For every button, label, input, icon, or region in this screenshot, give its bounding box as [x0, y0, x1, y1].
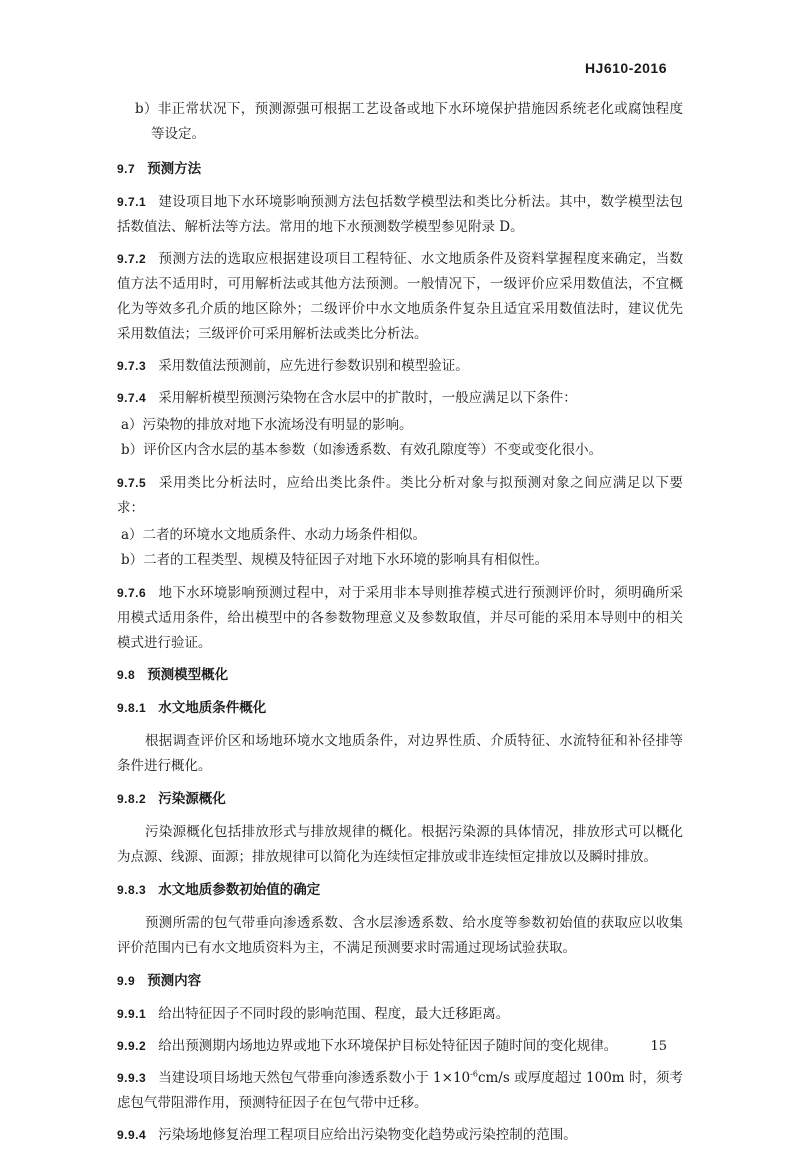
- clause-number: 9.7.3: [117, 359, 147, 373]
- section-number: 9.9: [117, 974, 136, 988]
- clause-number: 9.7.6: [117, 586, 147, 600]
- clause-number: 9.9.1: [117, 1007, 147, 1021]
- list-item-a: a）二者的环境水文地质条件、水动力场条件相似。: [121, 527, 427, 543]
- clause-number: 9.9.2: [117, 1039, 147, 1053]
- subsection-text: 预测所需的包气带垂向渗透系数、含水层渗透系数、给水度等参数初始值的获取应以收集评价范围内已有水文地质资料为主，不满足预测要求时需通过现场试验获取。: [117, 915, 683, 956]
- clause-number: 9.8.1: [117, 701, 147, 715]
- condition-list: [117, 413, 683, 463]
- section-heading-9-8: [117, 663, 683, 688]
- clause-number: 9.7.2: [117, 252, 147, 266]
- section-title: 预测内容: [147, 973, 202, 989]
- clause-9-7-5: [117, 471, 683, 521]
- section-title: 预测模型概化: [147, 667, 229, 683]
- clause-text: 采用数值法预测前，应先进行参数识别和模型验证。: [158, 358, 469, 374]
- subsection-heading-9-8-1: [117, 696, 683, 721]
- section-number: 9.8: [117, 668, 136, 682]
- subsection-title: 污染源概化: [158, 791, 226, 807]
- clause-text: 建设项目地下水环境影响预测方法包括数学模型法和类比分析法。其中，数学模型法包括数值法、解析法等方法。常用的地下水预测数学模型参见附录 D。: [117, 194, 683, 235]
- clause-text: 给出特征因子不同时段的影响范围、程度，最大迁移距离。: [158, 1006, 510, 1022]
- subsection-title: 水文地质条件概化: [158, 700, 267, 716]
- clause-number: 9.9.3: [117, 1071, 147, 1085]
- clause-9-9-3: [117, 1066, 683, 1116]
- clause-9-7-6: [117, 581, 683, 656]
- standard-code: HJ610-2016: [584, 60, 667, 76]
- clause-9-7-4: [117, 386, 683, 411]
- clause-number: 9.8.2: [117, 792, 147, 806]
- clause-9-9-4: [117, 1123, 683, 1148]
- page-content: [117, 97, 683, 1155]
- list-item-b: b）非正常状况下，预测源强可根据工艺设备或地下水环境保护措施因系统老化或腐蚀程度等设定。: [135, 101, 683, 142]
- list-item-b: b）评价区内含水层的基本参数（如渗透系数、有效孔隙度等）不变或变化很小。: [121, 442, 603, 458]
- clause-number: 9.8.3: [117, 883, 147, 897]
- clause-9-9-2: [117, 1034, 683, 1059]
- section-title: 预测方法: [147, 161, 202, 177]
- subsection-heading-9-8-2: [117, 787, 683, 812]
- clause-9-7-1: [117, 190, 683, 240]
- clause-text: 采用解析模型预测污染物在含水层中的扩散时，一般应满足以下条件：: [158, 390, 577, 406]
- clause-9-7-3: [117, 354, 683, 379]
- clause-number: 9.7.5: [117, 476, 147, 490]
- clause-number: 9.7.4: [117, 391, 147, 405]
- clause-9-7-2: [117, 247, 683, 347]
- clause-text-before: 当建设项目场地天然包气带垂向渗透系数小于 1×10: [158, 1070, 471, 1086]
- page-number: 15: [650, 1039, 667, 1054]
- section-number: 9.7: [117, 162, 136, 176]
- clause-number: 9.9.4: [117, 1128, 147, 1142]
- subsection-title: 水文地质参数初始值的确定: [158, 882, 321, 898]
- subsection-text: 根据调查评价区和场地环境水文地质条件，对边界性质、介质特征、水流特征和补径排等条件进行概化。: [117, 733, 683, 774]
- subsection-heading-9-8-3: [117, 878, 683, 903]
- clause-9-9-1: [117, 1002, 683, 1027]
- subsection-text: 污染源概化包括排放形式与排放规律的概化。根据污染源的具体情况，排放形式可以概化为点源、线源、面源；排放规律可以简化为连续恒定排放或非连续恒定排放以及瞬时排放。: [117, 824, 683, 865]
- section-heading-9-9: [117, 969, 683, 994]
- requirement-list: [117, 523, 683, 573]
- clause-text: 预测方法的选取应根据建设项目工程特征、水文地质条件及资料掌握程度来确定，当数值方法不适用时，可用解析法或其他方法预测。一般情况下，一级评价应采用数值法，不宜概化为等效多孔介质的地区除外；二级评价中水文地质条件复杂且适宜采用数值法时，建议优先采用数值法；三级评价可采用解析法或类比分析法。: [117, 251, 683, 342]
- clause-text: 给出预测期内场地边界或地下水环境保护目标处特征因子随时间的变化规律。: [158, 1038, 618, 1054]
- list-item-a: a）污染物的排放对地下水流场没有明显的影响。: [121, 417, 413, 433]
- section-heading-9-7: [117, 157, 683, 182]
- clause-number: 9.7.1: [117, 195, 147, 209]
- clause-text: 地下水环境影响预测过程中，对于采用非本导则推荐模式进行预测评价时，须明确所采用模式适用条件，给出模型中的各参数物理意义及参数取值，并尽可能的采用本导则中的相关模式进行验证。: [117, 585, 683, 651]
- clause-text: 污染场地修复治理工程项目应给出污染物变化趋势或污染控制的范围。: [158, 1127, 577, 1143]
- clause-text: 采用类比分析法时，应给出类比条件。类比分析对象与拟预测对象之间应满足以下要求：: [117, 475, 683, 516]
- list-item-b: b）二者的工程类型、规模及特征因子对地下水环境的影响具有相似性。: [121, 552, 549, 568]
- exponent: -6: [470, 1069, 478, 1079]
- clause-text-after: cm/s 或厚度超过 100m 时，须考虑包气带阻滞作用，预测特征因子在包气带中迁移。: [117, 1070, 683, 1111]
